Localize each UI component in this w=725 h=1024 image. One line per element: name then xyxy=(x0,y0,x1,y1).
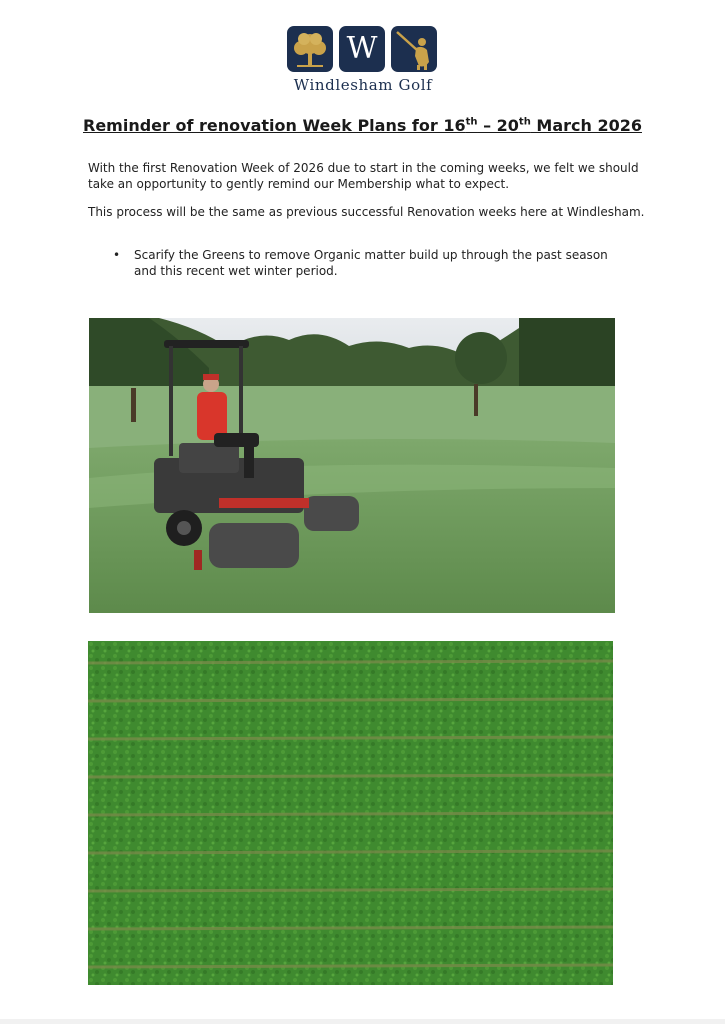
logo-tile-tree xyxy=(287,26,333,72)
photo-mower-on-green xyxy=(89,318,615,613)
club-logo xyxy=(287,26,439,96)
photo-scarified-green xyxy=(88,641,613,985)
bullet-scarify-text: Scarify the Greens to remove Organic matter build up through the past season and this recent wet winter period. xyxy=(134,248,608,278)
logo-tile-letter xyxy=(339,26,385,72)
logo-tile-golfer xyxy=(391,26,437,72)
process-paragraph: This process will be the same as previous successful Renovation weeks here at Windlesham. xyxy=(88,205,645,219)
logo-letter: W xyxy=(346,31,378,66)
page-bottom-edge xyxy=(0,1019,725,1024)
golfer-icon xyxy=(391,26,437,72)
oak-tree-icon xyxy=(287,26,333,72)
bullet-marker: • xyxy=(113,248,121,262)
brand-name: Windlesham Golf xyxy=(293,76,433,94)
page-title: Reminder of renovation Week Plans for 16th – 20th March 2026 xyxy=(83,116,642,135)
intro-paragraph: With the first Renovation Week of 2026 due to start in the coming weeks, we felt we should take an opportunity to gently remind our Membership what to expect. xyxy=(88,161,639,191)
